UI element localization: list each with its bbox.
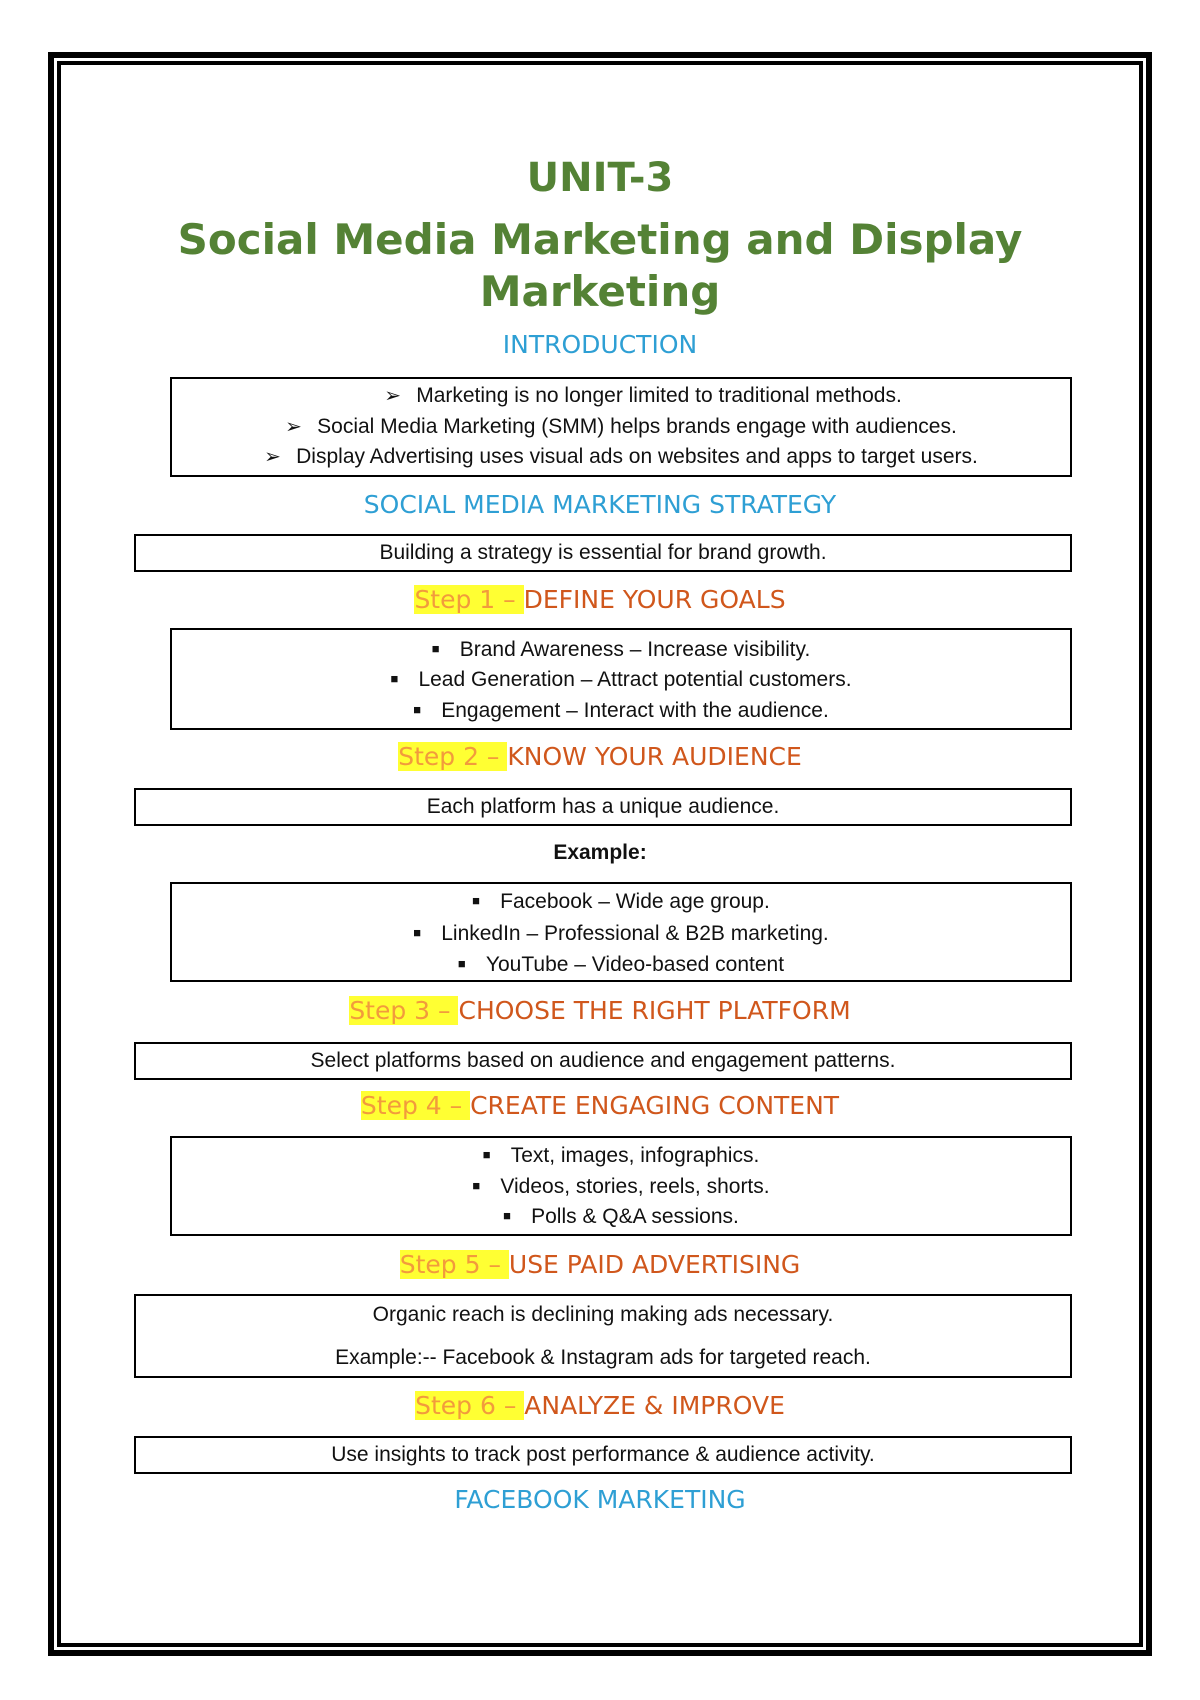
step-6-label: Step 6 – — [415, 1391, 525, 1420]
list-item: ■ Videos, stories, reels, shorts. — [172, 1171, 1070, 1202]
step-4-heading — [0, 1090, 1200, 1122]
intro-bullet: ➢ Marketing is no longer limited to traditional methods. — [172, 381, 1092, 411]
step-5-label: Step 5 – — [399, 1250, 509, 1279]
list-item: ■ Facebook – Wide age group. — [172, 886, 1070, 917]
step-4-label: Step 4 – — [360, 1091, 471, 1120]
step-3-note-box — [134, 1042, 1072, 1080]
arrow-bullet-icon: ➢ — [384, 385, 401, 407]
step-1-title: DEFINE YOUR GOALS — [523, 585, 786, 614]
list-item: ■ YouTube – Video-based content — [172, 949, 1070, 980]
example-label: Example: — [553, 841, 647, 864]
square-bullet-icon: ■ — [503, 1208, 511, 1223]
square-bullet-icon: ■ — [431, 641, 440, 656]
list-item: ■ Text, images, infographics. — [172, 1140, 1070, 1171]
list-item: ■ LinkedIn – Professional & B2B marketing. — [172, 918, 1070, 949]
introduction-box — [170, 377, 1072, 477]
step-2-note-box — [134, 788, 1072, 826]
step-6-title: ANALYZE & IMPROVE — [524, 1391, 785, 1420]
intro-bullet: ➢ Display Advertising uses visual ads on websites and apps to target users. — [172, 442, 1070, 472]
square-bullet-icon: ■ — [482, 1147, 491, 1162]
step-2-examples-box — [170, 882, 1072, 982]
square-bullet-icon: ■ — [457, 956, 466, 971]
step-2-heading — [0, 741, 1200, 773]
step-1-box — [170, 628, 1072, 730]
strategy-note-box — [134, 534, 1072, 572]
step-5-note-line: Organic reach is declining making ads necessary. — [372, 1303, 834, 1326]
list-item: ■ Engagement – Interact with the audience. — [172, 695, 1070, 726]
step-2-title: KNOW YOUR AUDIENCE — [507, 742, 802, 771]
step-5-title: USE PAID ADVERTISING — [508, 1250, 801, 1279]
square-bullet-icon: ■ — [472, 1178, 481, 1193]
arrow-bullet-icon: ➢ — [264, 446, 281, 468]
step-6-heading — [0, 1390, 1200, 1422]
step-1-label: Step 1 – — [414, 585, 524, 614]
strategy-heading: SOCIAL MEDIA MARKETING STRATEGY — [363, 490, 837, 519]
step-3-title: CHOOSE THE RIGHT PLATFORM — [458, 996, 851, 1025]
introduction-heading: INTRODUCTION — [502, 330, 698, 359]
facebook-heading: FACEBOOK MARKETING — [454, 1485, 746, 1514]
arrow-bullet-icon: ➢ — [285, 416, 302, 438]
square-bullet-icon: ■ — [413, 925, 422, 940]
square-bullet-icon: ■ — [413, 702, 422, 717]
square-bullet-icon: ■ — [472, 893, 481, 908]
unit-label: UNIT-3 — [526, 155, 674, 201]
intro-bullet: ➢ Social Media Marketing (SMM) helps brands engage with audiences. — [172, 412, 1070, 442]
step-5-note-box — [134, 1294, 1072, 1378]
step-4-box — [170, 1136, 1072, 1236]
step-2-note: Each platform has a unique audience. — [426, 795, 780, 818]
step-1-heading — [0, 584, 1200, 616]
page-title-line1: Social Media Marketing and Display — [177, 215, 1023, 264]
step-5-note-line: Example:-- Facebook & Instagram ads for targeted reach. — [335, 1346, 871, 1369]
step-2-label: Step 2 – — [398, 742, 508, 771]
list-item: ■ Lead Generation – Attract potential customers. — [172, 664, 1070, 695]
list-item: ■ Brand Awareness – Increase visibility. — [172, 634, 1070, 665]
page-title-line2: Marketing — [479, 267, 721, 316]
square-bullet-icon: ■ — [390, 671, 399, 686]
step-3-label: Step 3 – — [349, 996, 459, 1025]
step-5-heading — [0, 1249, 1200, 1281]
strategy-note: Building a strategy is essential for brand growth. — [379, 541, 827, 564]
list-item: ■ Polls & Q&A sessions. — [172, 1201, 1070, 1232]
step-6-note: Use insights to track post performance & audience activity. — [331, 1443, 875, 1466]
step-3-heading — [0, 995, 1200, 1027]
step-6-note-box — [134, 1436, 1072, 1474]
step-4-title: CREATE ENGAGING CONTENT — [470, 1091, 840, 1120]
step-3-note: Select platforms based on audience and engagement patterns. — [310, 1049, 896, 1072]
